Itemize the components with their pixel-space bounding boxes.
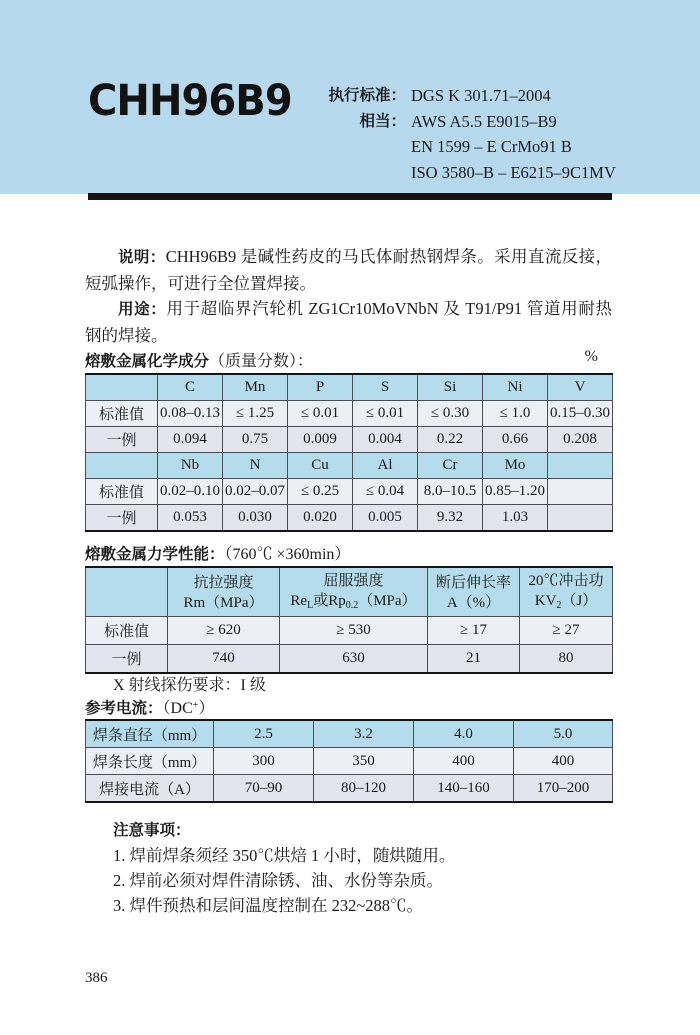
note-item-1: 1. 焊前焊条须经 350℃烘焙 1 小时，随烘随用。 bbox=[113, 846, 456, 865]
data-cell: 0.005 bbox=[353, 505, 418, 532]
usage-text: 用于超临界汽轮机 ZG1Cr10MoVNbN 及 T91/P91 管道用耐热钢的焊接。 bbox=[85, 299, 612, 345]
header-cell: Mo bbox=[483, 453, 548, 479]
data-cell: 0.208 bbox=[548, 427, 613, 453]
equivalent-value-iso: ISO 3580–B – E6215–9C1MV bbox=[411, 162, 616, 182]
header-cell: Nb bbox=[158, 453, 223, 479]
header-cell: Ni bbox=[483, 374, 548, 401]
standards-block bbox=[318, 83, 616, 185]
data-cell: 4.0 bbox=[414, 720, 514, 748]
standard-value: DGS K 301.71–2004 bbox=[411, 86, 551, 105]
data-cell: 140–160 bbox=[414, 775, 514, 803]
row-label-cell: 焊条长度（mm） bbox=[86, 748, 214, 775]
standard-row bbox=[318, 83, 616, 109]
header-band bbox=[0, 0, 700, 194]
chem-header-row-2 bbox=[86, 453, 613, 479]
mech-example-row bbox=[86, 645, 613, 674]
data-cell: ≤ 0.01 bbox=[288, 401, 353, 427]
header-cell bbox=[86, 567, 168, 617]
data-cell: 0.094 bbox=[158, 427, 223, 453]
row-label-cell: 标准值 bbox=[86, 479, 158, 505]
header-cell bbox=[86, 453, 158, 479]
data-cell: 80 bbox=[520, 645, 613, 674]
header-cell: C bbox=[158, 374, 223, 401]
data-cell: 0.020 bbox=[288, 505, 353, 532]
header-cell-tensile: 抗拉强度 Rm（MPa） bbox=[168, 567, 280, 617]
data-cell: 1.03 bbox=[483, 505, 548, 532]
diameter-row bbox=[86, 720, 613, 748]
chem-table bbox=[85, 373, 613, 532]
mech-condition: （760℃ ×360min） bbox=[224, 546, 351, 563]
equivalent-row bbox=[318, 109, 616, 135]
header-cell bbox=[548, 453, 613, 479]
description-block bbox=[85, 244, 612, 348]
data-cell: 5.0 bbox=[514, 720, 613, 748]
data-cell: 0.02–0.07 bbox=[223, 479, 288, 505]
data-cell: 630 bbox=[280, 645, 428, 674]
row-label-cell: 标准值 bbox=[86, 401, 158, 427]
current-condition: （DC+） bbox=[162, 700, 215, 717]
data-cell: 0.22 bbox=[418, 427, 483, 453]
equivalent-label: 相当： bbox=[359, 112, 406, 130]
usage-paragraph bbox=[85, 296, 612, 348]
data-cell: ≥ 17 bbox=[428, 617, 520, 645]
data-cell: 2.5 bbox=[214, 720, 314, 748]
data-cell: 0.15–0.30 bbox=[548, 401, 613, 427]
data-cell: 300 bbox=[214, 748, 314, 775]
data-cell: 0.004 bbox=[353, 427, 418, 453]
chem-example-row-1 bbox=[86, 427, 613, 453]
current-title: 参考电流： bbox=[85, 700, 163, 717]
data-cell: 3.2 bbox=[314, 720, 414, 748]
data-cell: ≤ 0.25 bbox=[288, 479, 353, 505]
chem-example-row-2 bbox=[86, 505, 613, 532]
header-cell: Cr bbox=[418, 453, 483, 479]
data-cell: 0.66 bbox=[483, 427, 548, 453]
header-cell: V bbox=[548, 374, 613, 401]
header-cell: Mn bbox=[223, 374, 288, 401]
data-cell: ≤ 1.0 bbox=[483, 401, 548, 427]
row-label-cell: 一例 bbox=[86, 505, 158, 532]
product-model-title: CHH96B9 bbox=[88, 76, 292, 126]
data-cell: 21 bbox=[428, 645, 520, 674]
chem-title: 熔敷金属化学成分 bbox=[85, 353, 210, 370]
data-cell: ≤ 0.04 bbox=[353, 479, 418, 505]
chem-standard-row-1 bbox=[86, 401, 613, 427]
data-cell: 8.0–10.5 bbox=[418, 479, 483, 505]
data-cell: 740 bbox=[168, 645, 280, 674]
data-cell: 80–120 bbox=[314, 775, 414, 803]
header-cell bbox=[86, 374, 158, 401]
data-cell: ≤ 1.25 bbox=[223, 401, 288, 427]
row-label-cell: 一例 bbox=[86, 645, 168, 674]
equivalent-row bbox=[318, 160, 616, 186]
header-cell: N bbox=[223, 453, 288, 479]
header-cell: Cu bbox=[288, 453, 353, 479]
data-cell: 0.009 bbox=[288, 427, 353, 453]
description-label: 说明： bbox=[118, 249, 166, 266]
mech-section-title bbox=[85, 541, 612, 564]
note-item-3: 3. 焊件预热和层间温度控制在 232~288℃。 bbox=[113, 896, 424, 915]
equivalent-row bbox=[318, 134, 616, 160]
row-label-cell: 一例 bbox=[86, 427, 158, 453]
chem-title-paren: （质量分数）： bbox=[209, 353, 314, 370]
usage-label: 用途： bbox=[118, 301, 167, 318]
data-cell: ≤ 0.30 bbox=[418, 401, 483, 427]
header-cell-yield: 屈服强度 $Re_L$或$Rp_{0.2}(MPa)$ bbox=[280, 567, 428, 617]
data-cell: 170–200 bbox=[514, 775, 613, 803]
data-cell: 9.32 bbox=[418, 505, 483, 532]
equivalent-value-en: EN 1599 – E CrMo91 B bbox=[411, 137, 572, 156]
chem-header-row-1 bbox=[86, 374, 613, 401]
current-section-title bbox=[85, 695, 612, 718]
length-row bbox=[86, 748, 613, 775]
row-label-cell: 标准值 bbox=[86, 617, 168, 645]
data-cell: ≥ 530 bbox=[280, 617, 428, 645]
mech-standard-row bbox=[86, 617, 613, 645]
notes-block bbox=[113, 818, 455, 918]
mech-title: 熔敷金属力学性能： bbox=[85, 546, 225, 563]
data-cell bbox=[548, 505, 613, 532]
mech-header-row bbox=[86, 567, 613, 617]
header-cell-elongation: 断后伸长率 A（%） bbox=[428, 567, 520, 617]
data-cell: 0.030 bbox=[223, 505, 288, 532]
note-item-2: 2. 焊前必须对焊件清除锈、油、水份等杂质。 bbox=[113, 871, 443, 890]
xray-requirement: X 射线探伤要求：I 级 bbox=[113, 677, 266, 694]
standard-label: 执行标准： bbox=[328, 87, 406, 104]
data-cell bbox=[548, 479, 613, 505]
data-cell: ≥ 27 bbox=[520, 617, 613, 645]
spacer bbox=[318, 134, 406, 160]
data-cell: ≤ 0.01 bbox=[353, 401, 418, 427]
amperage-row bbox=[86, 775, 613, 803]
data-cell: 0.08–0.13 bbox=[158, 401, 223, 427]
header-cell: Al bbox=[353, 453, 418, 479]
description-text: CHH96B9 是碱性药皮的马氏体耐热钢焊条。采用直流反接，短弧操作，可进行全位置焊接。 bbox=[85, 247, 612, 293]
header-cell: S bbox=[353, 374, 418, 401]
data-cell: 0.02–0.10 bbox=[158, 479, 223, 505]
equivalent-value-aws: AWS A5.5 E9015–B9 bbox=[411, 111, 557, 131]
mech-table bbox=[85, 566, 613, 674]
data-cell: 0.85–1.20 bbox=[483, 479, 548, 505]
page-number: 386 bbox=[85, 970, 108, 986]
description-paragraph bbox=[85, 244, 612, 296]
data-cell: 400 bbox=[514, 748, 613, 775]
data-cell: 70–90 bbox=[214, 775, 314, 803]
chem-standard-row-2 bbox=[86, 479, 613, 505]
data-cell: 400 bbox=[414, 748, 514, 775]
current-table bbox=[85, 719, 613, 803]
data-cell: 0.053 bbox=[158, 505, 223, 532]
spacer bbox=[318, 160, 406, 186]
header-cell: Si bbox=[418, 374, 483, 401]
row-label-cell: 焊接电流（A） bbox=[86, 775, 214, 803]
notes-title: 注意事项： bbox=[113, 822, 191, 839]
header-cell: P bbox=[288, 374, 353, 401]
chem-section-title bbox=[85, 348, 612, 371]
divider-bar bbox=[88, 193, 612, 200]
header-cell-impact: 20℃冲击功 $KV_2(J)$ bbox=[520, 567, 613, 617]
row-label-cell: 焊条直径（mm） bbox=[86, 720, 214, 748]
chem-unit: % bbox=[584, 348, 598, 365]
data-cell: 0.75 bbox=[223, 427, 288, 453]
data-cell: ≥ 620 bbox=[168, 617, 280, 645]
data-cell: 350 bbox=[314, 748, 414, 775]
